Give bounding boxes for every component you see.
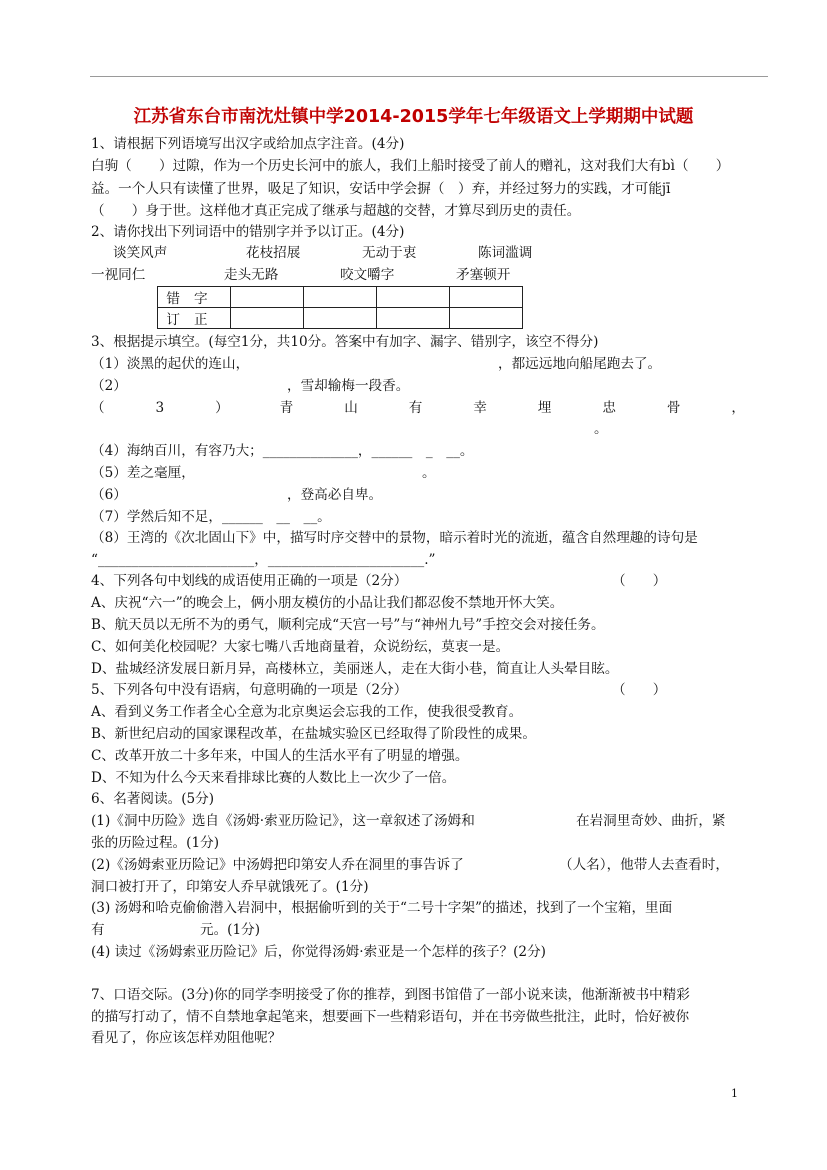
q3-item-3-end: 。 [594, 421, 608, 437]
q7-line-3: 看见了，你应该怎样劝阻他呢？ [91, 1030, 282, 1046]
q2-word: 一视同仁 [91, 267, 146, 283]
q3-item-3-char: ） [215, 400, 229, 416]
q3-item-3 [91, 398, 745, 418]
q3-item-3-char: 忠 [602, 400, 616, 416]
q3-item-5b: 。 [422, 465, 436, 481]
q6-item-3b: 元。(1分) [200, 922, 261, 938]
q5-option-c: C、改革开放二十多年来，中国人的生活水平有了明显的增强。 [91, 748, 469, 764]
table-label-correct: 订正 [158, 308, 231, 329]
q2-word: 无动于衷 [362, 245, 417, 261]
table-row [158, 308, 523, 329]
q3-item-3-char: 青 [279, 400, 294, 416]
q3-item-3-char: 山 [344, 400, 358, 416]
q1-line-3: （ ）身于世。这样他才真正完成了继承与超越的交替，才算尽到历史的责任。 [91, 203, 581, 219]
q2-heading: 2、请你找出下列词语中的错别字并予以订正。(4分) [91, 224, 405, 240]
table-cell[interactable] [231, 287, 304, 308]
q3-item-2b: ，雪却输梅一段香。 [287, 378, 410, 394]
table-label-wrong: 错字 [158, 287, 231, 308]
q2-word: 陈词滥调 [478, 245, 533, 261]
q3-item-7: （7）学然后知不足，______ __ __。 [91, 509, 331, 525]
q3-item-3-char: 骨 [666, 400, 681, 416]
q6-item-4: (4) 读过《汤姆索亚历险记》后，你觉得汤姆·索亚是一个怎样的孩子？(2分) [91, 944, 546, 960]
q2-word: 花枝招展 [246, 245, 301, 261]
q2-word: 咬文嚼字 [340, 267, 395, 283]
q3-item-3-char: 3 [155, 400, 165, 416]
table-cell[interactable] [450, 287, 523, 308]
q1-line-1: 白驹（ ）过隙，作为一个历史长河中的旅人，我们上船时接受了前人的赠礼，这对我们大有bì（ ） [91, 158, 730, 174]
q3-item-3-char: （ [91, 400, 105, 416]
q5-answer-bracket[interactable]: （ ） [612, 682, 667, 698]
q5-option-d: D、不知为什么今天来看排球比赛的人数比上一次少了一倍。 [91, 770, 456, 786]
header-rule [90, 76, 768, 77]
document-title: 江苏省东台市南沈灶镇中学2014-2015学年七年级语文上学期期中试题 [133, 107, 694, 127]
q3-item-2a: （2） [91, 378, 127, 394]
q3-item-8: （8）王湾的《次北固山下》中，描写时序交替中的景物，暗示着时光的流逝，蕴含自然理趣的诗句是 [91, 530, 698, 546]
q4-heading: 4、下列各句中划线的成语使用正确的一项是（2分） [91, 573, 408, 589]
q4-option-b: B、航天员以无所不为的勇气，顺利完成“天宫一号”与“神州九号”手控交会对接任务。 [91, 617, 605, 633]
q4-option-a: A、庆祝“六一”的晚会上，俩小朋友模仿的小品让我们都忍俊不禁地开怀大笑。 [91, 595, 564, 611]
table-cell[interactable] [304, 287, 377, 308]
q6-item-2c: 洞口被打开了，印第安人乔早就饿死了。(1分) [91, 879, 369, 895]
q1-line-2: 益。一个人只有读懂了世界，吸足了知识，安话中学会摒（ ）弃，并经过努力的实践，才可能jī [91, 181, 671, 197]
q3-item-3-char: 埋 [537, 400, 552, 416]
table-cell[interactable] [231, 308, 304, 329]
q4-option-c: C、如何美化校园呢？大家七嘴八舌地商量着，众说纷纭，莫衷一是。 [91, 639, 510, 655]
q5-option-a: A、看到义务工作者全心全意为北京奥运会忘我的工作，使我很受教育。 [91, 704, 523, 720]
table-cell[interactable] [377, 287, 450, 308]
q2-word: 走头无路 [224, 267, 279, 283]
q6-item-2b: （人名），他带人去查看时， [559, 857, 729, 873]
q6-item-3a: 有 [91, 922, 105, 938]
q6-heading: 6、名著阅读。(5分) [91, 791, 215, 807]
q7-line-1: 7、口语交际。(3分)你的同学李明接受了你的推荐，到图书馆借了一部小说来读，他渐渐被书中精彩 [91, 987, 690, 1003]
q3-item-3-char: 有 [408, 400, 423, 416]
table-cell[interactable] [450, 308, 523, 329]
q3-item-1b: ，都远远地向船尾跑去了。 [498, 356, 662, 372]
q3-item-3-char: ， [731, 400, 745, 416]
q3-item-4: （4）海纳百川，有容乃大；______________，______ _ __。 [91, 443, 474, 459]
q6-item-1c: 张的历险过程。(1分) [91, 835, 220, 851]
q6-item-1b: 在岩洞里奇妙、曲折，紧 [576, 813, 726, 829]
q3-item-8-blank: “_______________________，_______________________.” [91, 552, 436, 568]
q6-item-3: (3) 汤姆和哈克偷偷潜入岩洞中，根据偷听到的关于“二号十字架”的描述，找到了一个宝箱，里面 [91, 900, 673, 916]
q2-word: 谈笑风声 [113, 245, 168, 261]
q4-option-d: D、盐城经济发展日新月异，高楼林立，美丽迷人，走在大街小巷，简直让人头晕目眩。 [91, 661, 619, 677]
table-cell[interactable] [304, 308, 377, 329]
q6-item-2a: (2)《汤姆索亚历险记》中汤姆把印第安人乔在洞里的事告诉了 [91, 857, 464, 873]
page-number: 1 [731, 1087, 738, 1100]
correction-table [157, 286, 523, 329]
q7-line-2: 的描写打动了，情不自禁地拿起笔来，想要画下一些精彩语句，并在书旁做些批注，此时，恰好被你 [91, 1009, 690, 1025]
table-cell[interactable] [377, 308, 450, 329]
q5-heading: 5、下列各句中没有语病，句意明确的一项是（2分） [91, 682, 408, 698]
q3-item-5a: （5）差之毫厘， [91, 465, 195, 481]
table-row [158, 287, 523, 308]
q4-answer-bracket[interactable]: （ ） [612, 573, 667, 589]
q3-item-3-char: 幸 [473, 400, 487, 416]
q3-item-6b: ，登高必自卑。 [287, 487, 383, 503]
q2-word: 矛塞顿开 [456, 267, 511, 283]
q5-option-b: B、新世纪启动的国家课程改革，在盐城实验区已经取得了阶段性的成果。 [91, 726, 536, 742]
q3-item-6a: （6） [91, 487, 127, 503]
q3-heading: 3、根据提示填空。(每空1分，共10分。答案中有加字、漏字、错别字，该空不得分) [91, 334, 599, 350]
q1-heading: 1、请根据下列语境写出汉字或给加点字注音。(4分) [91, 136, 405, 152]
q3-item-1a: （1）淡黑的起伏的连山， [91, 356, 250, 372]
q6-item-1a: (1)《洞中历险》选自《汤姆·索亚历险记》，这一章叙述了汤姆和 [91, 813, 475, 829]
